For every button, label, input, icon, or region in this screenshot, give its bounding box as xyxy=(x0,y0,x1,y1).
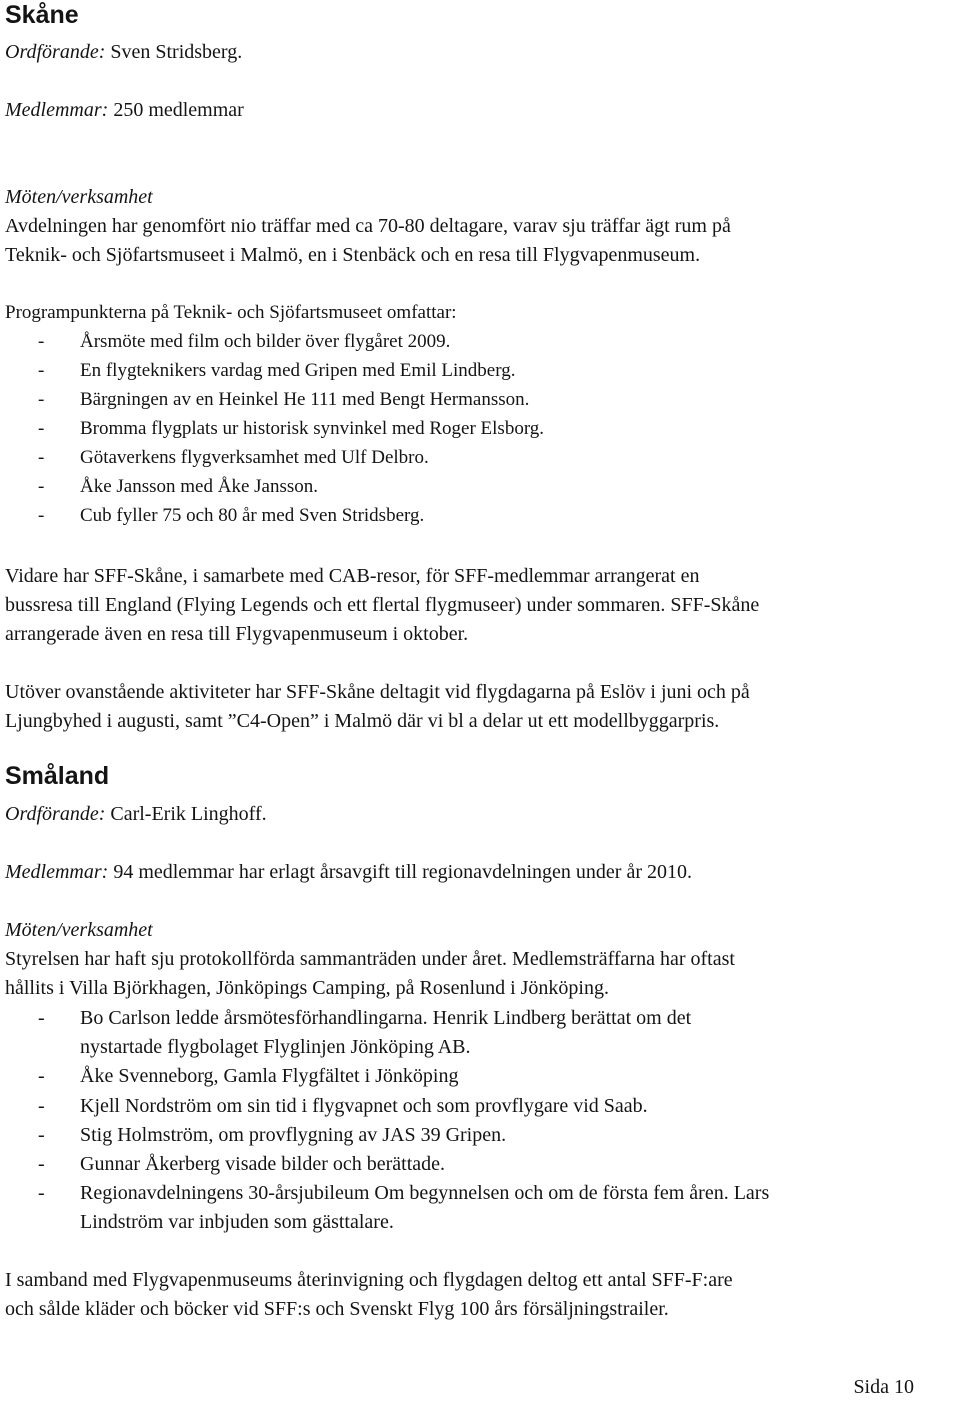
list-dash: - xyxy=(38,447,45,468)
skane-meetings-text-1: Avdelningen har genomfört nio träffar med ca 70-80 deltagare, varav sju träffar ägt rum på xyxy=(5,215,731,237)
list-dash: - xyxy=(38,1182,45,1204)
list-dash: - xyxy=(38,331,45,352)
skane-members-label: Medlemmar: xyxy=(5,99,109,121)
smaland-meetings-text-2: hållits i Villa Björkhagen, Jönköpings Camping, på Rosenlund i Jönköping. xyxy=(5,977,609,999)
meeting-item-continued: nystartade flygbolaget Flyglinjen Jönköping AB. xyxy=(80,1036,471,1058)
smaland-chair-line xyxy=(5,800,267,828)
program-item: Åke Jansson med Åke Jansson. xyxy=(80,476,319,497)
list-dash: - xyxy=(38,505,45,526)
list-dash: - xyxy=(38,1153,45,1175)
program-item: Årsmöte med film och bilder över flygåret 2009. xyxy=(80,331,451,352)
smaland-members-line xyxy=(5,858,692,886)
smaland-members-value: 94 medlemmar har erlagt årsavgift till regionavdelningen under år 2010. xyxy=(113,861,693,883)
meeting-item: Bo Carlson ledde årsmötesförhandlingarna. Henrik Lindberg berättat om det xyxy=(80,1007,692,1029)
smaland-chair-value: Carl-Erik Linghoff. xyxy=(110,803,267,825)
list-dash: - xyxy=(38,418,45,439)
list-dash: - xyxy=(38,1065,45,1087)
skane-chair-label: Ordförande: xyxy=(5,41,106,63)
meeting-item: Kjell Nordström om sin tid i flygvapnet och som provflygare vid Saab. xyxy=(80,1095,648,1117)
skane-para3-line-2: Ljungbyhed i augusti, samt ”C4-Open” i Malmö där vi bl a delar ut ett modellbyggarpris. xyxy=(5,710,720,732)
list-dash: - xyxy=(38,1124,45,1146)
meeting-item: Åke Svenneborg, Gamla Flygfältet i Jönköping xyxy=(80,1065,459,1087)
meeting-item: Stig Holmström, om provflygning av JAS 39 Gripen. xyxy=(80,1124,507,1146)
meeting-item: Regionavdelningens 30-årsjubileum Om begynnelsen och om de första fem åren. Lars xyxy=(80,1182,770,1204)
smaland-meetings-text-1: Styrelsen har haft sju protokollförda sammanträden under året. Medlemsträffarna har oftast xyxy=(5,948,735,970)
skane-heading: Skåne xyxy=(5,1,79,29)
meeting-item: Gunnar Åkerberg visade bilder och berättade. xyxy=(80,1153,446,1175)
skane-para2-line-2: bussresa till England (Flying Legends och ett flertal flygmuseer) under sommaren. SFF-Skåne xyxy=(5,594,760,616)
smaland-closing-line-2: och sålde kläder och böcker vid SFF:s och Svenskt Flyg 100 års försäljningstrailer. xyxy=(5,1298,669,1320)
list-dash: - xyxy=(38,476,45,497)
page-number: Sida 10 xyxy=(853,1376,914,1398)
skane-members-value: 250 medlemmar xyxy=(113,99,244,121)
skane-para3-line-1: Utöver ovanstående aktiviteter har SFF-Skåne deltagit vid flygdagarna på Eslöv i juni och på xyxy=(5,681,750,703)
program-item: Bärgningen av en Heinkel He 111 med Bengt Hermansson. xyxy=(80,389,530,410)
meeting-item-continued: Lindström var inbjuden som gästtalare. xyxy=(80,1211,394,1233)
list-dash: - xyxy=(38,360,45,381)
list-dash: - xyxy=(38,1095,45,1117)
skane-meetings-heading: Möten/verksamhet xyxy=(5,186,153,208)
skane-para2-line-3: arrangerade även en resa till Flygvapenmuseum i oktober. xyxy=(5,623,469,645)
smaland-meetings-heading: Möten/verksamhet xyxy=(5,919,153,941)
list-dash: - xyxy=(38,389,45,410)
smaland-chair-label: Ordförande: xyxy=(5,803,106,825)
skane-program-intro: Programpunkterna på Teknik- och Sjöfartsmuseet omfattar: xyxy=(5,302,457,323)
skane-para2-line-1: Vidare har SFF-Skåne, i samarbete med CAB-resor, för SFF-medlemmar arrangerat en xyxy=(5,565,700,587)
skane-meetings-text-2: Teknik- och Sjöfartsmuseet i Malmö, en i Stenbäck och en resa till Flygvapenmuseum. xyxy=(5,244,701,266)
program-item: Bromma flygplats ur historisk synvinkel med Roger Elsborg. xyxy=(80,418,545,439)
smaland-closing-line-1: I samband med Flygvapenmuseums återinvigning och flygdagen deltog ett antal SFF-F:are xyxy=(5,1269,733,1291)
program-item: Cub fyller 75 och 80 år med Sven Stridsberg. xyxy=(80,505,425,526)
program-item: En flygteknikers vardag med Gripen med Emil Lindberg. xyxy=(80,360,516,381)
program-item: Götaverkens flygverksamhet med Ulf Delbro. xyxy=(80,447,429,468)
skane-chair-line xyxy=(5,38,242,66)
list-dash: - xyxy=(38,1007,45,1029)
skane-chair-value: Sven Stridsberg. xyxy=(110,41,243,63)
smaland-members-label: Medlemmar: xyxy=(5,861,109,883)
smaland-heading: Småland xyxy=(5,762,110,790)
skane-members-line xyxy=(5,96,244,124)
